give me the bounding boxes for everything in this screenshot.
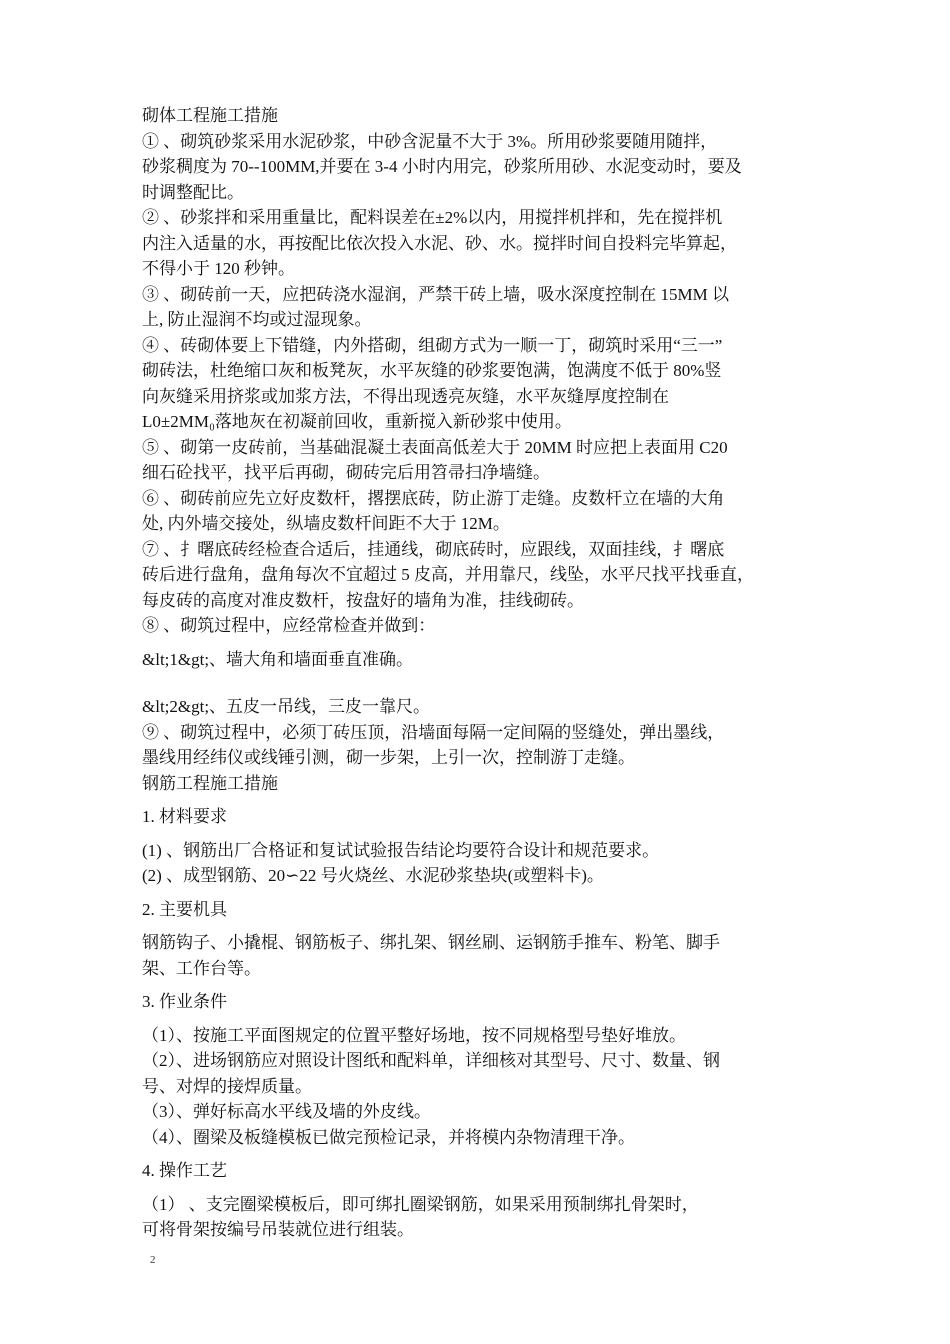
subsection-heading: 4. 操作工艺: [142, 1161, 227, 1180]
text-line: 砂浆稠度为 70--100MM,并要在 3-4 小时内用完，砂浆所用砂、水泥变动时，要及: [142, 157, 742, 176]
text-line: L0±2MM₀落地灰在初凝前回收，重新搅入新砂浆中使用。: [142, 412, 572, 431]
text-line: 钢筋钩子、小撬棍、钢筋板子、绑扎架、钢丝刷、运钢筋手推车、粉笔、脚手: [142, 933, 720, 952]
section-heading: 钢筋工程施工措施: [142, 773, 278, 793]
text-line: 向灰缝采用挤浆或加浆方法，不得出现透亮灰缝，水平灰缝厚度控制在: [142, 386, 669, 406]
text-line: 上, 防止湿润不均或过湿现象。: [142, 310, 372, 329]
text-line: 架、工作台等。: [142, 958, 261, 978]
text-line: 砌砖法，杜绝缩口灰和板凳灰，水平灰缝的砂浆要饱满，饱满度不低于 80%竖: [142, 361, 722, 380]
text-line: 细石砼找平，找平后再砌，砌砖完后用笤帚扫净墙缝。: [142, 463, 550, 482]
page-number: 2: [150, 1254, 156, 1266]
text-line: 内注入适量的水，再按配比依次投入水泥、砂、水。搅拌时间自投料完毕算起，: [142, 233, 737, 253]
text-line: ① 、砌筑砂浆采用水泥砂浆，中砂含泥量不大于 3%。所用砂浆要随用随拌，: [142, 131, 718, 151]
text-line: (2) 、成型钢筋、20∽22 号火烧丝、水泥砂浆垫块(或塑料卡)。: [142, 866, 604, 885]
text-line: （3）、弹好标高水平线及墙的外皮线。: [142, 1102, 431, 1121]
text-line: (1) 、钢筋出厂合格证和复试试验报告结论均要符合设计和规范要求。: [142, 840, 660, 860]
text-line: （4）、圈梁及板缝模板已做完预检记录，并将模内杂物清理干净。: [142, 1127, 635, 1147]
text-line: 墨线用经纬仪或线锤引测，砌一步架，上引一次，控制游丁走缝。: [142, 748, 635, 767]
text-line: 处, 内外墙交接处，纵墙皮数杆间距不大于 12M。: [142, 514, 510, 533]
text-line: &lt;1&gt;、墙大角和墙面垂直准确。: [142, 649, 414, 669]
text-line: ⑥ 、砌砖前应先立好皮数杆，撂摆底砖，防止游丁走缝。皮数杆立在墙的大角: [142, 488, 725, 508]
text-line: ⑨ 、砌筑过程中，必须丁砖压顶，沿墙面每隔一定间隔的竖缝处，弹出墨线，: [142, 722, 725, 742]
text-line: ⑧ 、砌筑过程中，应经常检查并做到：: [142, 616, 436, 635]
text-line: 砖后进行盘角，盘角每次不宜超过 5 皮高，并用靠尺，线坠，水平尺找平找垂直，: [142, 565, 754, 584]
subsection-heading: 2. 主要机具: [142, 899, 227, 919]
text-line: （1）、按施工平面图规定的位置平整好场地，按不同规格型号垫好堆放。: [142, 1025, 686, 1045]
text-line: 每皮砖的高度对准皮数杆，按盘好的墙角为准，挂线砌砖。: [142, 590, 584, 610]
text-line: &lt;2&gt;、五皮一吊线，三皮一靠尺。: [142, 697, 431, 716]
text-line: ② 、砂浆拌和采用重量比，配料误差在±2%以内，用搅拌机拌和，先在搅拌机: [142, 208, 723, 227]
text-line: ④ 、砖砌体要上下错缝，内外搭砌，组砌方式为一顺一丁，砌筑时采用“三一”: [142, 335, 723, 355]
document-body: [142, 103, 832, 1243]
subsection-heading: 3. 作业条件: [142, 992, 227, 1011]
text-line: ⑤ 、砌第一皮砖前，当基础混凝土表面高低差大于 20MM 时应把上表面用 C20: [142, 437, 728, 457]
subsection-heading: 1. 材料要求: [142, 807, 227, 826]
text-line: 可将骨架按编号吊装就位进行组装。: [142, 1220, 414, 1239]
text-line: （1） 、支完圈梁模板后，即可绑扎圈梁钢筋，如果采用预制绑扎骨架时，: [142, 1194, 699, 1214]
text-line: ⑦ 、扌曙底砖经检查合适后，挂通线，砌底砖时，应跟线，双面挂线，扌曙底: [142, 539, 725, 559]
text-line: 不得小于 120 秒钟。: [142, 259, 295, 278]
text-line: 号、对焊的接焊质量。: [142, 1076, 312, 1096]
text-line: ③ 、砌砖前一天，应把砖浇水湿润，严禁干砖上墙，吸水深度控制在 15MM 以: [142, 284, 729, 304]
section-heading: 砌体工程施工措施: [142, 106, 278, 125]
text-line: （2）、进场钢筋应对照设计图纸和配料单，详细核对其型号、尺寸、数量、钢: [142, 1051, 720, 1070]
text-line: 时调整配比。: [142, 182, 244, 202]
